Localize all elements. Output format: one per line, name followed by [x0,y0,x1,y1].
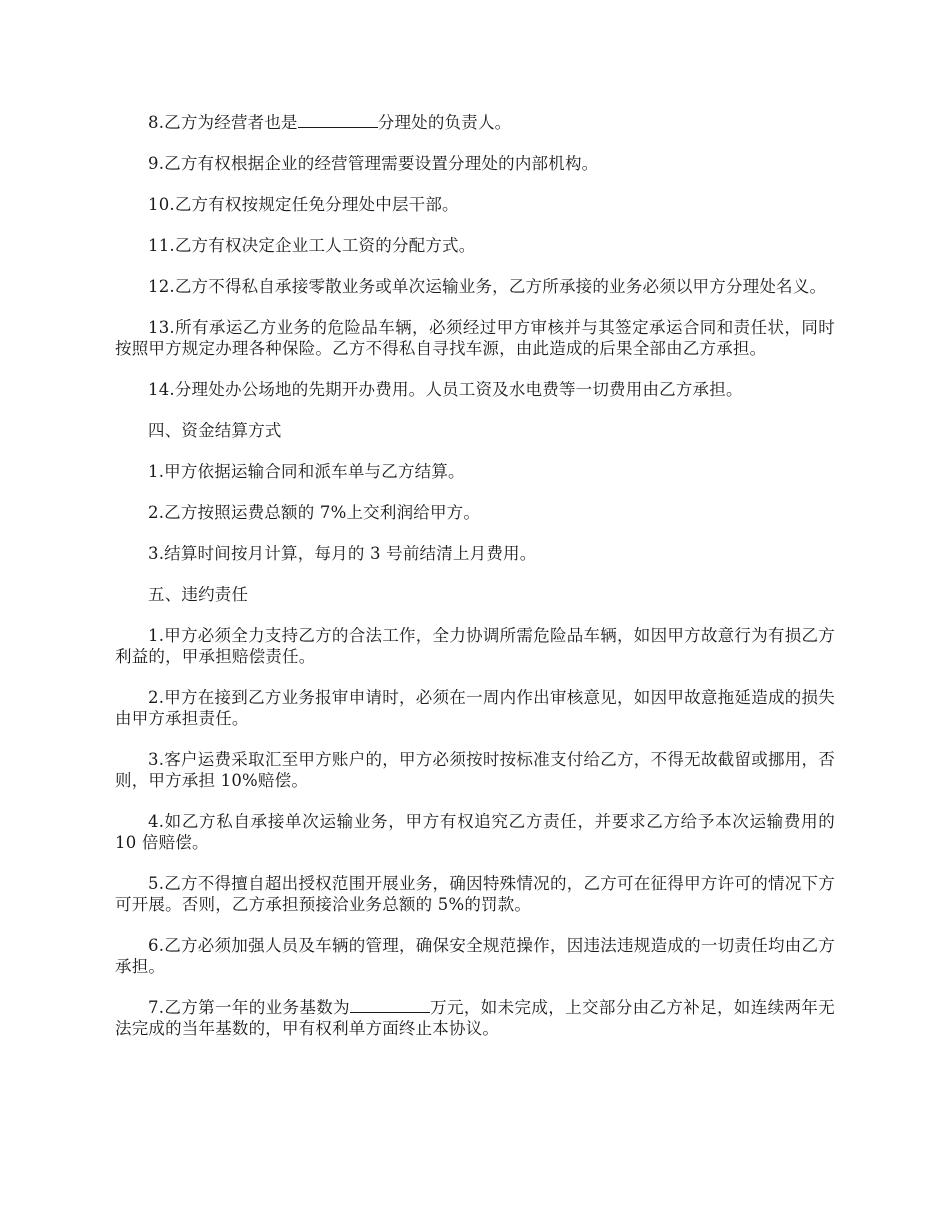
section-heading-settlement: 四、资金结算方式 [148,421,282,440]
para-text-before-blank: 8.乙方为经营者也是 [148,113,298,132]
fill-in-blank [298,113,378,128]
liability-item-7 [115,997,835,1039]
para-text-before-blank: 7.乙方第一年的业务基数为 [148,998,350,1017]
liability-item-1: 1.甲方必须全力支持乙方的合法工作，全力协调所需危险品车辆，如因甲方故意行为有损乙方利益的，甲承担赔偿责任。 [115,626,835,666]
paragraph-13: 13.所有承运乙方业务的危险品车辆，必须经过甲方审核并与其签定承运合同和责任状，同时按照甲方规定办理各种保险。乙方不得私自寻找车源，由此造成的后果全部由乙方承担。 [115,318,835,358]
liability-item-3: 3.客户运费采取汇至甲方账户的，甲方必须按时按标准支付给乙方，不得无故截留或挪用，否则，甲方承担 10%赔偿。 [115,750,835,790]
settlement-item-1: 1.甲方依据运输合同和派车单与乙方结算。 [148,462,465,481]
paragraph-10: 10.乙方有权按规定任免分理处中层干部。 [148,195,459,214]
para-text-after-blank: 分理处的负责人。 [377,113,512,132]
liability-item-6: 6.乙方必须加强人员及车辆的管理，确保安全规范操作，因违法违规造成的一切责任均由乙方承担。 [115,936,835,976]
liability-item-4: 4.如乙方私自承接单次运输业务，甲方有权追究乙方责任，并要求乙方给予本次运输费用的 10 倍赔偿。 [115,812,835,852]
paragraph-9: 9.乙方有权根据企业的经营管理需要设置分理处的内部机构。 [148,154,599,173]
paragraph-8-manager [115,112,835,133]
liability-item-2: 2.甲方在接到乙方业务报审申请时，必须在一周内作出审核意见，如因甲故意拖延造成的损失由甲方承担责任。 [115,688,835,728]
settlement-item-2: 2.乙方按照运费总额的 7%上交利润给甲方。 [148,503,481,522]
liability-item-5: 5.乙方不得擅自超出授权范围开展业务，确因特殊情况的，乙方可在征得甲方许可的情况下方可开展。否则，乙方承担预接洽业务总额的 5%的罚款。 [115,874,835,914]
paragraph-12: 12.乙方不得私自承接零散业务或单次运输业务，乙方所承接的业务必须以甲方分理处名义。 [148,277,827,296]
fill-in-blank [350,998,430,1013]
settlement-item-3: 3.结算时间按月计算，每月的 3 号前结清上月费用。 [148,544,537,563]
para-text-after-blank: 万元，如未完成，上交部分由乙方补足，如连续两年无法完成的当年基数的，甲有权利单方面终止本协议。 [115,998,835,1038]
paragraph-11: 11.乙方有权决定企业工人工资的分配方式。 [148,236,476,255]
section-heading-liability: 五、违约责任 [148,585,249,604]
paragraph-14: 14.分理处办公场地的先期开办费用。人员工资及水电费等一切费用由乙方承担。 [148,380,743,399]
